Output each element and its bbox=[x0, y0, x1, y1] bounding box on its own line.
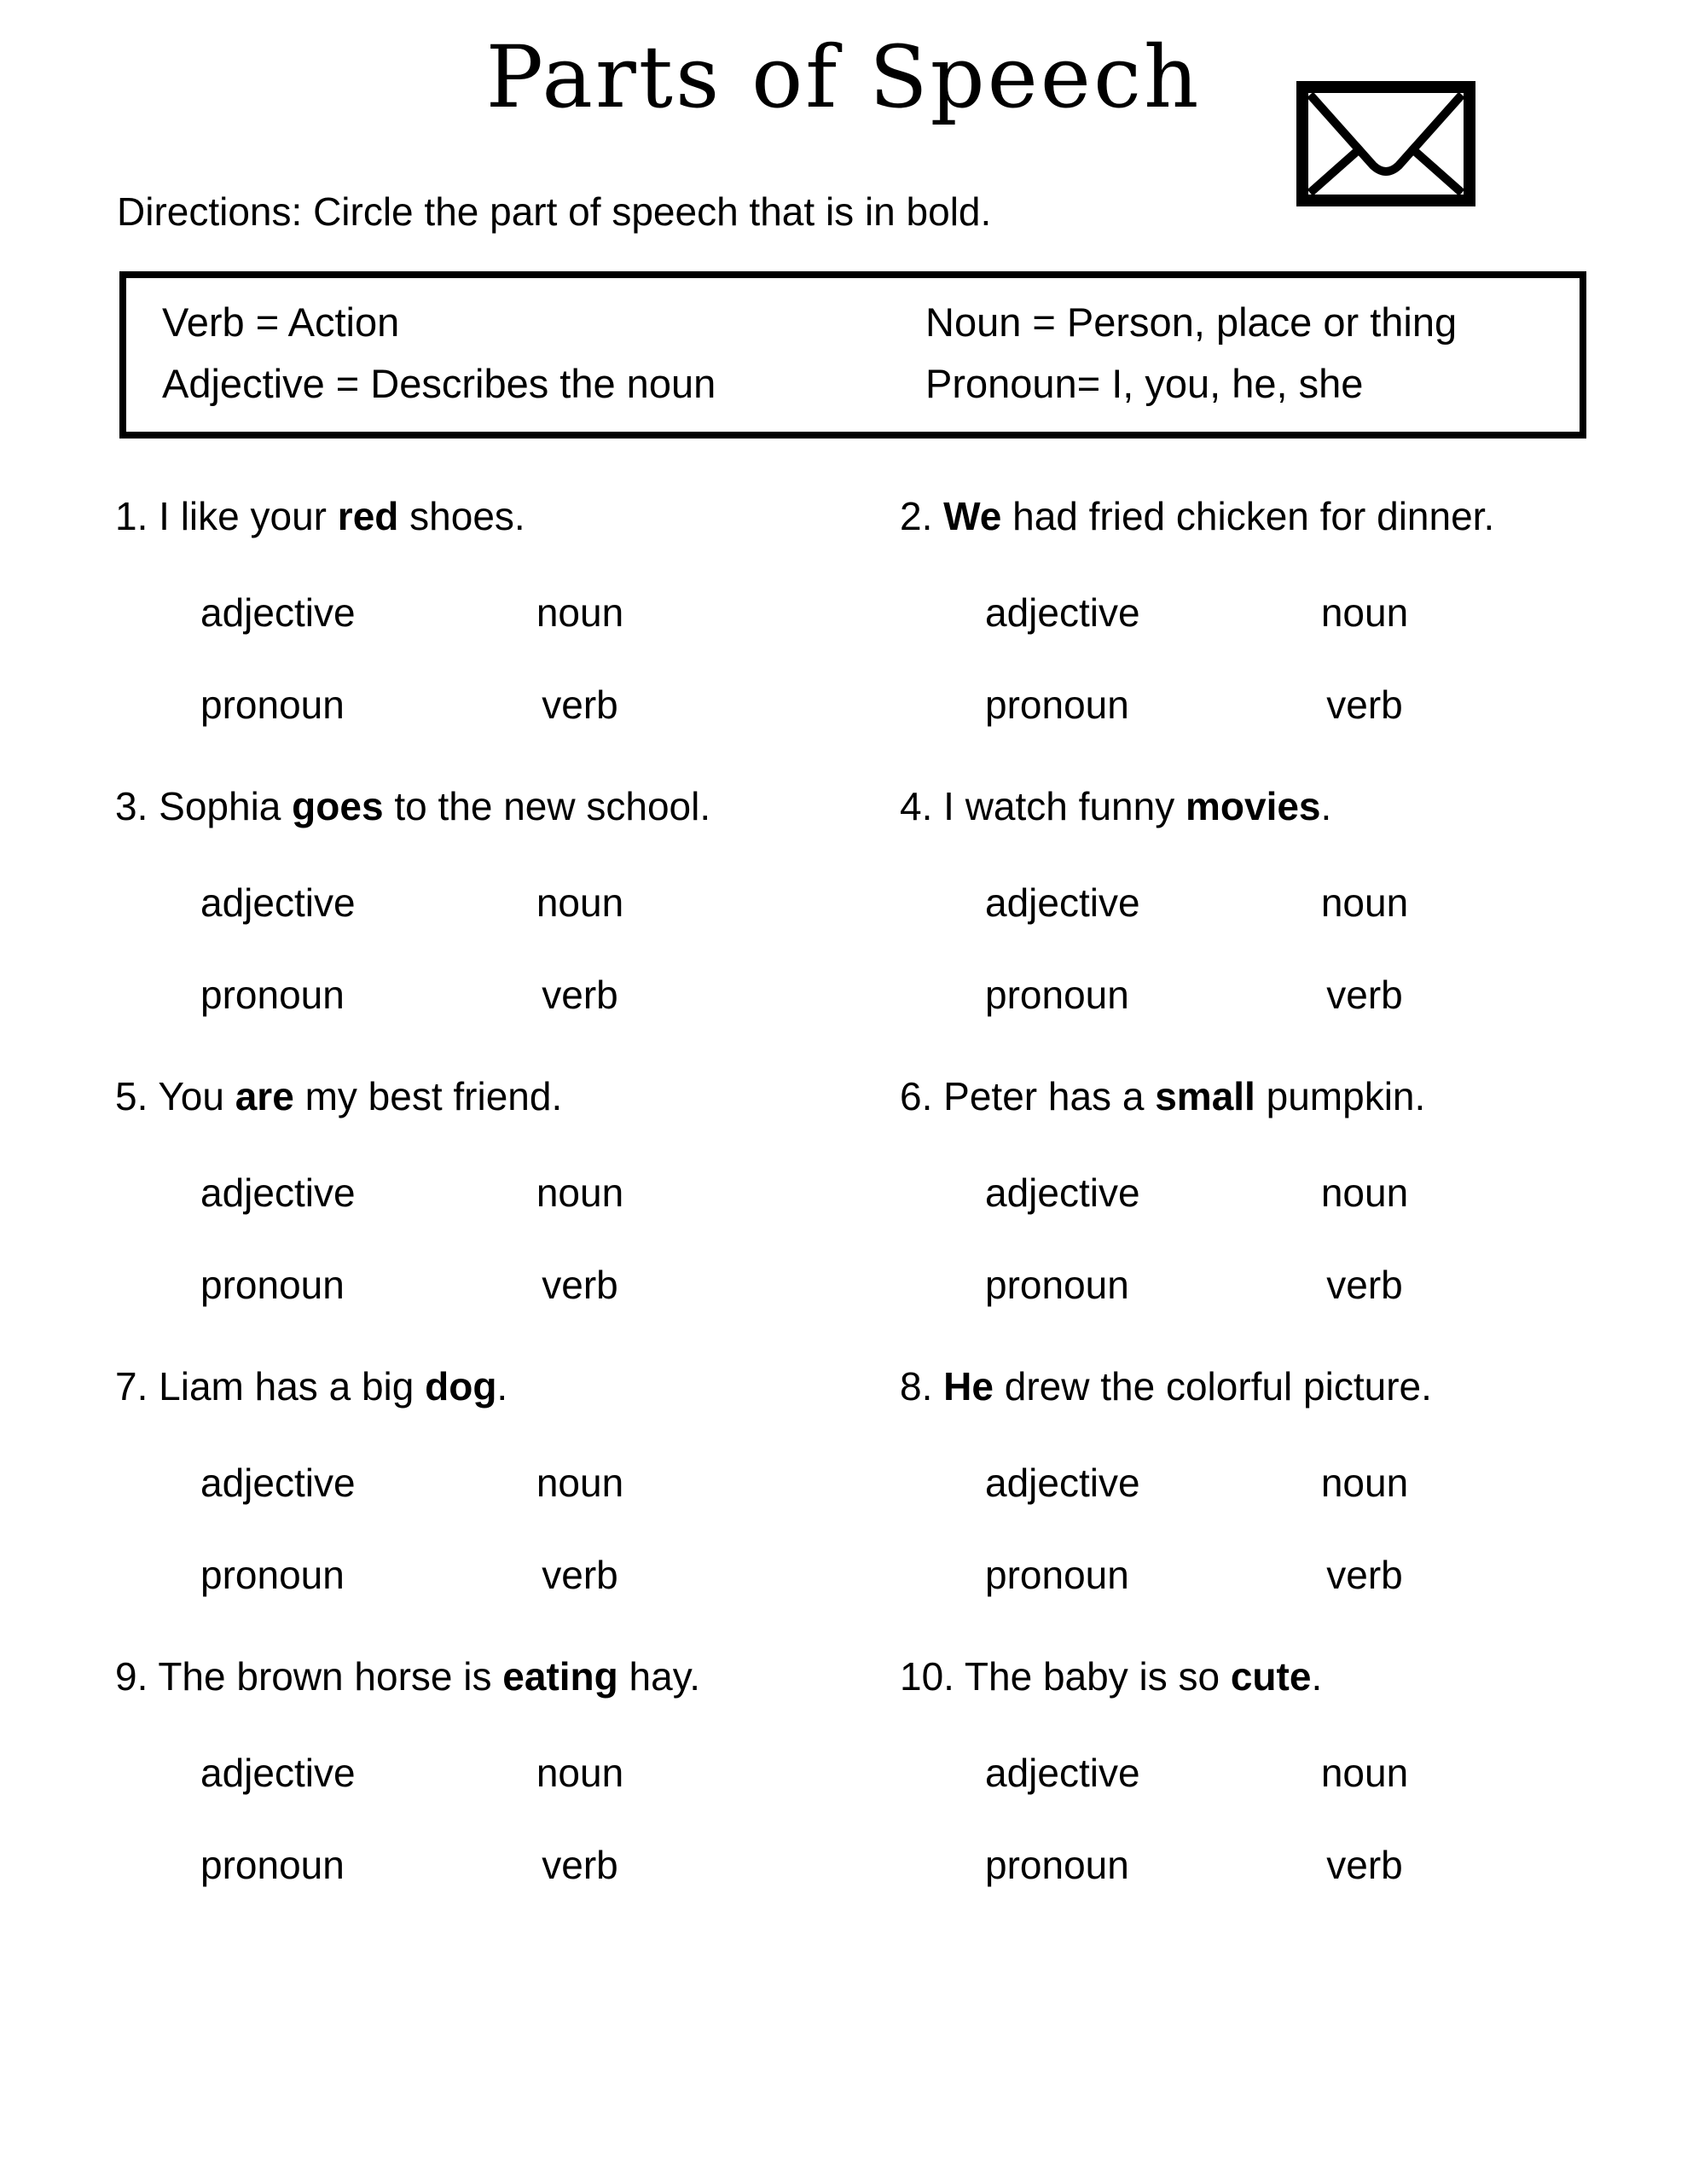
question-block bbox=[900, 491, 1599, 781]
sentence-bold-word: red bbox=[337, 494, 399, 538]
sentence-bold-word: movies bbox=[1185, 784, 1321, 828]
question-number: 7. bbox=[115, 1364, 159, 1409]
options-row bbox=[985, 1749, 1599, 1797]
option-adjective[interactable]: adjective bbox=[985, 880, 1140, 925]
option-verb[interactable]: verb bbox=[542, 1553, 618, 1597]
option-pronoun[interactable]: pronoun bbox=[985, 1263, 1129, 1307]
sentence-suffix: hay. bbox=[617, 1654, 701, 1699]
envelope-icon bbox=[1296, 81, 1475, 206]
option-adjective[interactable]: adjective bbox=[200, 1751, 356, 1795]
question-block bbox=[900, 1652, 1599, 1942]
option-noun[interactable]: noun bbox=[536, 1461, 624, 1505]
options-row bbox=[985, 589, 1599, 636]
option-adjective[interactable]: adjective bbox=[985, 590, 1140, 635]
options-row bbox=[200, 1551, 900, 1599]
option-pronoun[interactable]: pronoun bbox=[985, 973, 1129, 1017]
question-block bbox=[115, 781, 900, 1072]
question-sentence bbox=[115, 1652, 900, 1701]
sentence-suffix: to the new school. bbox=[383, 784, 711, 828]
option-verb[interactable]: verb bbox=[1326, 973, 1403, 1017]
sentence-bold-word: cute bbox=[1230, 1654, 1312, 1699]
option-noun[interactable]: noun bbox=[1320, 880, 1409, 925]
option-adjective[interactable]: adjective bbox=[985, 1461, 1140, 1505]
option-verb[interactable]: verb bbox=[1326, 1843, 1403, 1887]
question-block bbox=[115, 1072, 900, 1362]
sentence-suffix: my best friend. bbox=[293, 1074, 563, 1118]
sentence-prefix: Peter has a bbox=[943, 1074, 1156, 1118]
question-sentence bbox=[115, 491, 900, 541]
question-sentence bbox=[900, 1652, 1599, 1701]
question-number: 8. bbox=[900, 1364, 944, 1409]
option-pronoun[interactable]: pronoun bbox=[200, 682, 345, 727]
definitions-column-left bbox=[162, 292, 925, 415]
sentence-bold-word: are bbox=[235, 1074, 294, 1118]
options-row bbox=[985, 1459, 1599, 1507]
option-pronoun[interactable]: pronoun bbox=[200, 1553, 345, 1597]
option-adjective[interactable]: adjective bbox=[985, 1170, 1140, 1215]
option-adjective[interactable]: adjective bbox=[200, 1461, 356, 1505]
sentence-bold-word: goes bbox=[292, 784, 384, 828]
option-adjective[interactable]: adjective bbox=[200, 590, 356, 635]
question-number: 10. bbox=[900, 1654, 965, 1699]
sentence-bold-word: small bbox=[1155, 1074, 1255, 1118]
questions-grid bbox=[115, 491, 1687, 1942]
options-row bbox=[985, 879, 1599, 926]
question-sentence bbox=[900, 781, 1599, 831]
definition-adjective: Adjective = Describes the noun bbox=[162, 361, 716, 406]
sentence-bold-word: He bbox=[943, 1364, 994, 1409]
sentence-suffix: . bbox=[496, 1364, 508, 1409]
question-number: 9. bbox=[115, 1654, 159, 1699]
option-pronoun[interactable]: pronoun bbox=[985, 682, 1129, 727]
options-row bbox=[200, 1169, 900, 1217]
option-verb[interactable]: verb bbox=[542, 973, 618, 1017]
option-noun[interactable]: noun bbox=[1320, 590, 1409, 635]
question-number: 4. bbox=[900, 784, 944, 828]
definition-verb: Verb = Action bbox=[162, 299, 400, 345]
sentence-bold-word: We bbox=[943, 494, 1002, 538]
options-row bbox=[985, 1551, 1599, 1599]
option-noun[interactable]: noun bbox=[536, 590, 624, 635]
question-sentence bbox=[900, 1072, 1599, 1121]
options-row bbox=[200, 879, 900, 926]
page-title: Parts of Speech bbox=[485, 27, 1202, 127]
question-sentence bbox=[900, 491, 1599, 541]
option-verb[interactable]: verb bbox=[1326, 1263, 1403, 1307]
options-row bbox=[200, 1749, 900, 1797]
question-sentence bbox=[115, 1362, 900, 1411]
options-row bbox=[200, 971, 900, 1019]
options-row bbox=[200, 1261, 900, 1309]
directions-text: Directions: Circle the part of speech that is in bold. bbox=[117, 189, 992, 234]
option-pronoun[interactable]: pronoun bbox=[985, 1553, 1129, 1597]
question-number: 1. bbox=[115, 494, 159, 538]
question-number: 5. bbox=[115, 1074, 159, 1118]
option-pronoun[interactable]: pronoun bbox=[200, 1843, 345, 1887]
options-row bbox=[985, 681, 1599, 729]
sentence-suffix: . bbox=[1320, 784, 1332, 828]
question-block bbox=[115, 491, 900, 781]
sentence-prefix: Liam has a big bbox=[159, 1364, 426, 1409]
option-noun[interactable]: noun bbox=[536, 880, 624, 925]
option-verb[interactable]: verb bbox=[1326, 682, 1403, 727]
sentence-prefix: The baby is so bbox=[964, 1654, 1231, 1699]
question-number: 2. bbox=[900, 494, 944, 538]
question-number: 3. bbox=[115, 784, 159, 828]
question-number: 6. bbox=[900, 1074, 944, 1118]
question-block bbox=[115, 1652, 900, 1942]
sentence-suffix: had fried chicken for dinner. bbox=[1001, 494, 1495, 538]
sentence-prefix: I watch funny bbox=[943, 784, 1186, 828]
sentence-prefix: The brown horse is bbox=[158, 1654, 503, 1699]
question-sentence bbox=[115, 781, 900, 831]
sentence-bold-word: eating bbox=[502, 1654, 618, 1699]
definitions-box bbox=[119, 271, 1586, 439]
option-pronoun[interactable]: pronoun bbox=[200, 1263, 345, 1307]
question-sentence bbox=[115, 1072, 900, 1121]
sentence-prefix: You bbox=[158, 1074, 235, 1118]
options-row bbox=[200, 1459, 900, 1507]
sentence-suffix: shoes. bbox=[398, 494, 525, 538]
sentence-suffix: drew the colorful picture. bbox=[993, 1364, 1432, 1409]
option-noun[interactable]: noun bbox=[1320, 1461, 1409, 1505]
option-noun[interactable]: noun bbox=[536, 1751, 624, 1795]
option-verb[interactable]: verb bbox=[542, 1843, 618, 1887]
sentence-bold-word: dog bbox=[425, 1364, 497, 1409]
definition-noun: Noun = Person, place or thing bbox=[925, 299, 1458, 345]
option-noun[interactable]: noun bbox=[536, 1170, 624, 1215]
options-row bbox=[985, 1169, 1599, 1217]
options-row bbox=[200, 681, 900, 729]
definition-pronoun: Pronoun= I, you, he, she bbox=[925, 361, 1364, 406]
option-verb[interactable]: verb bbox=[1326, 1553, 1403, 1597]
options-row bbox=[985, 1261, 1599, 1309]
sentence-prefix: Sophia bbox=[159, 784, 293, 828]
question-sentence bbox=[900, 1362, 1599, 1411]
option-verb[interactable]: verb bbox=[542, 682, 618, 727]
question-block bbox=[900, 781, 1599, 1072]
option-adjective[interactable]: adjective bbox=[200, 880, 356, 925]
option-verb[interactable]: verb bbox=[542, 1263, 618, 1307]
option-adjective[interactable]: adjective bbox=[200, 1170, 356, 1215]
options-row bbox=[985, 1841, 1599, 1889]
options-row bbox=[985, 971, 1599, 1019]
sentence-suffix: pumpkin. bbox=[1255, 1074, 1426, 1118]
option-pronoun[interactable]: pronoun bbox=[200, 973, 345, 1017]
question-block bbox=[900, 1072, 1599, 1362]
option-adjective[interactable]: adjective bbox=[985, 1751, 1140, 1795]
option-noun[interactable]: noun bbox=[1320, 1170, 1409, 1215]
options-row bbox=[200, 1841, 900, 1889]
definitions-column-right bbox=[925, 292, 1562, 415]
option-pronoun[interactable]: pronoun bbox=[985, 1843, 1129, 1887]
option-noun[interactable]: noun bbox=[1320, 1751, 1409, 1795]
options-row bbox=[200, 589, 900, 636]
sentence-suffix: . bbox=[1311, 1654, 1323, 1699]
question-block bbox=[115, 1362, 900, 1652]
sentence-prefix: I like your bbox=[159, 494, 338, 538]
question-block bbox=[900, 1362, 1599, 1652]
